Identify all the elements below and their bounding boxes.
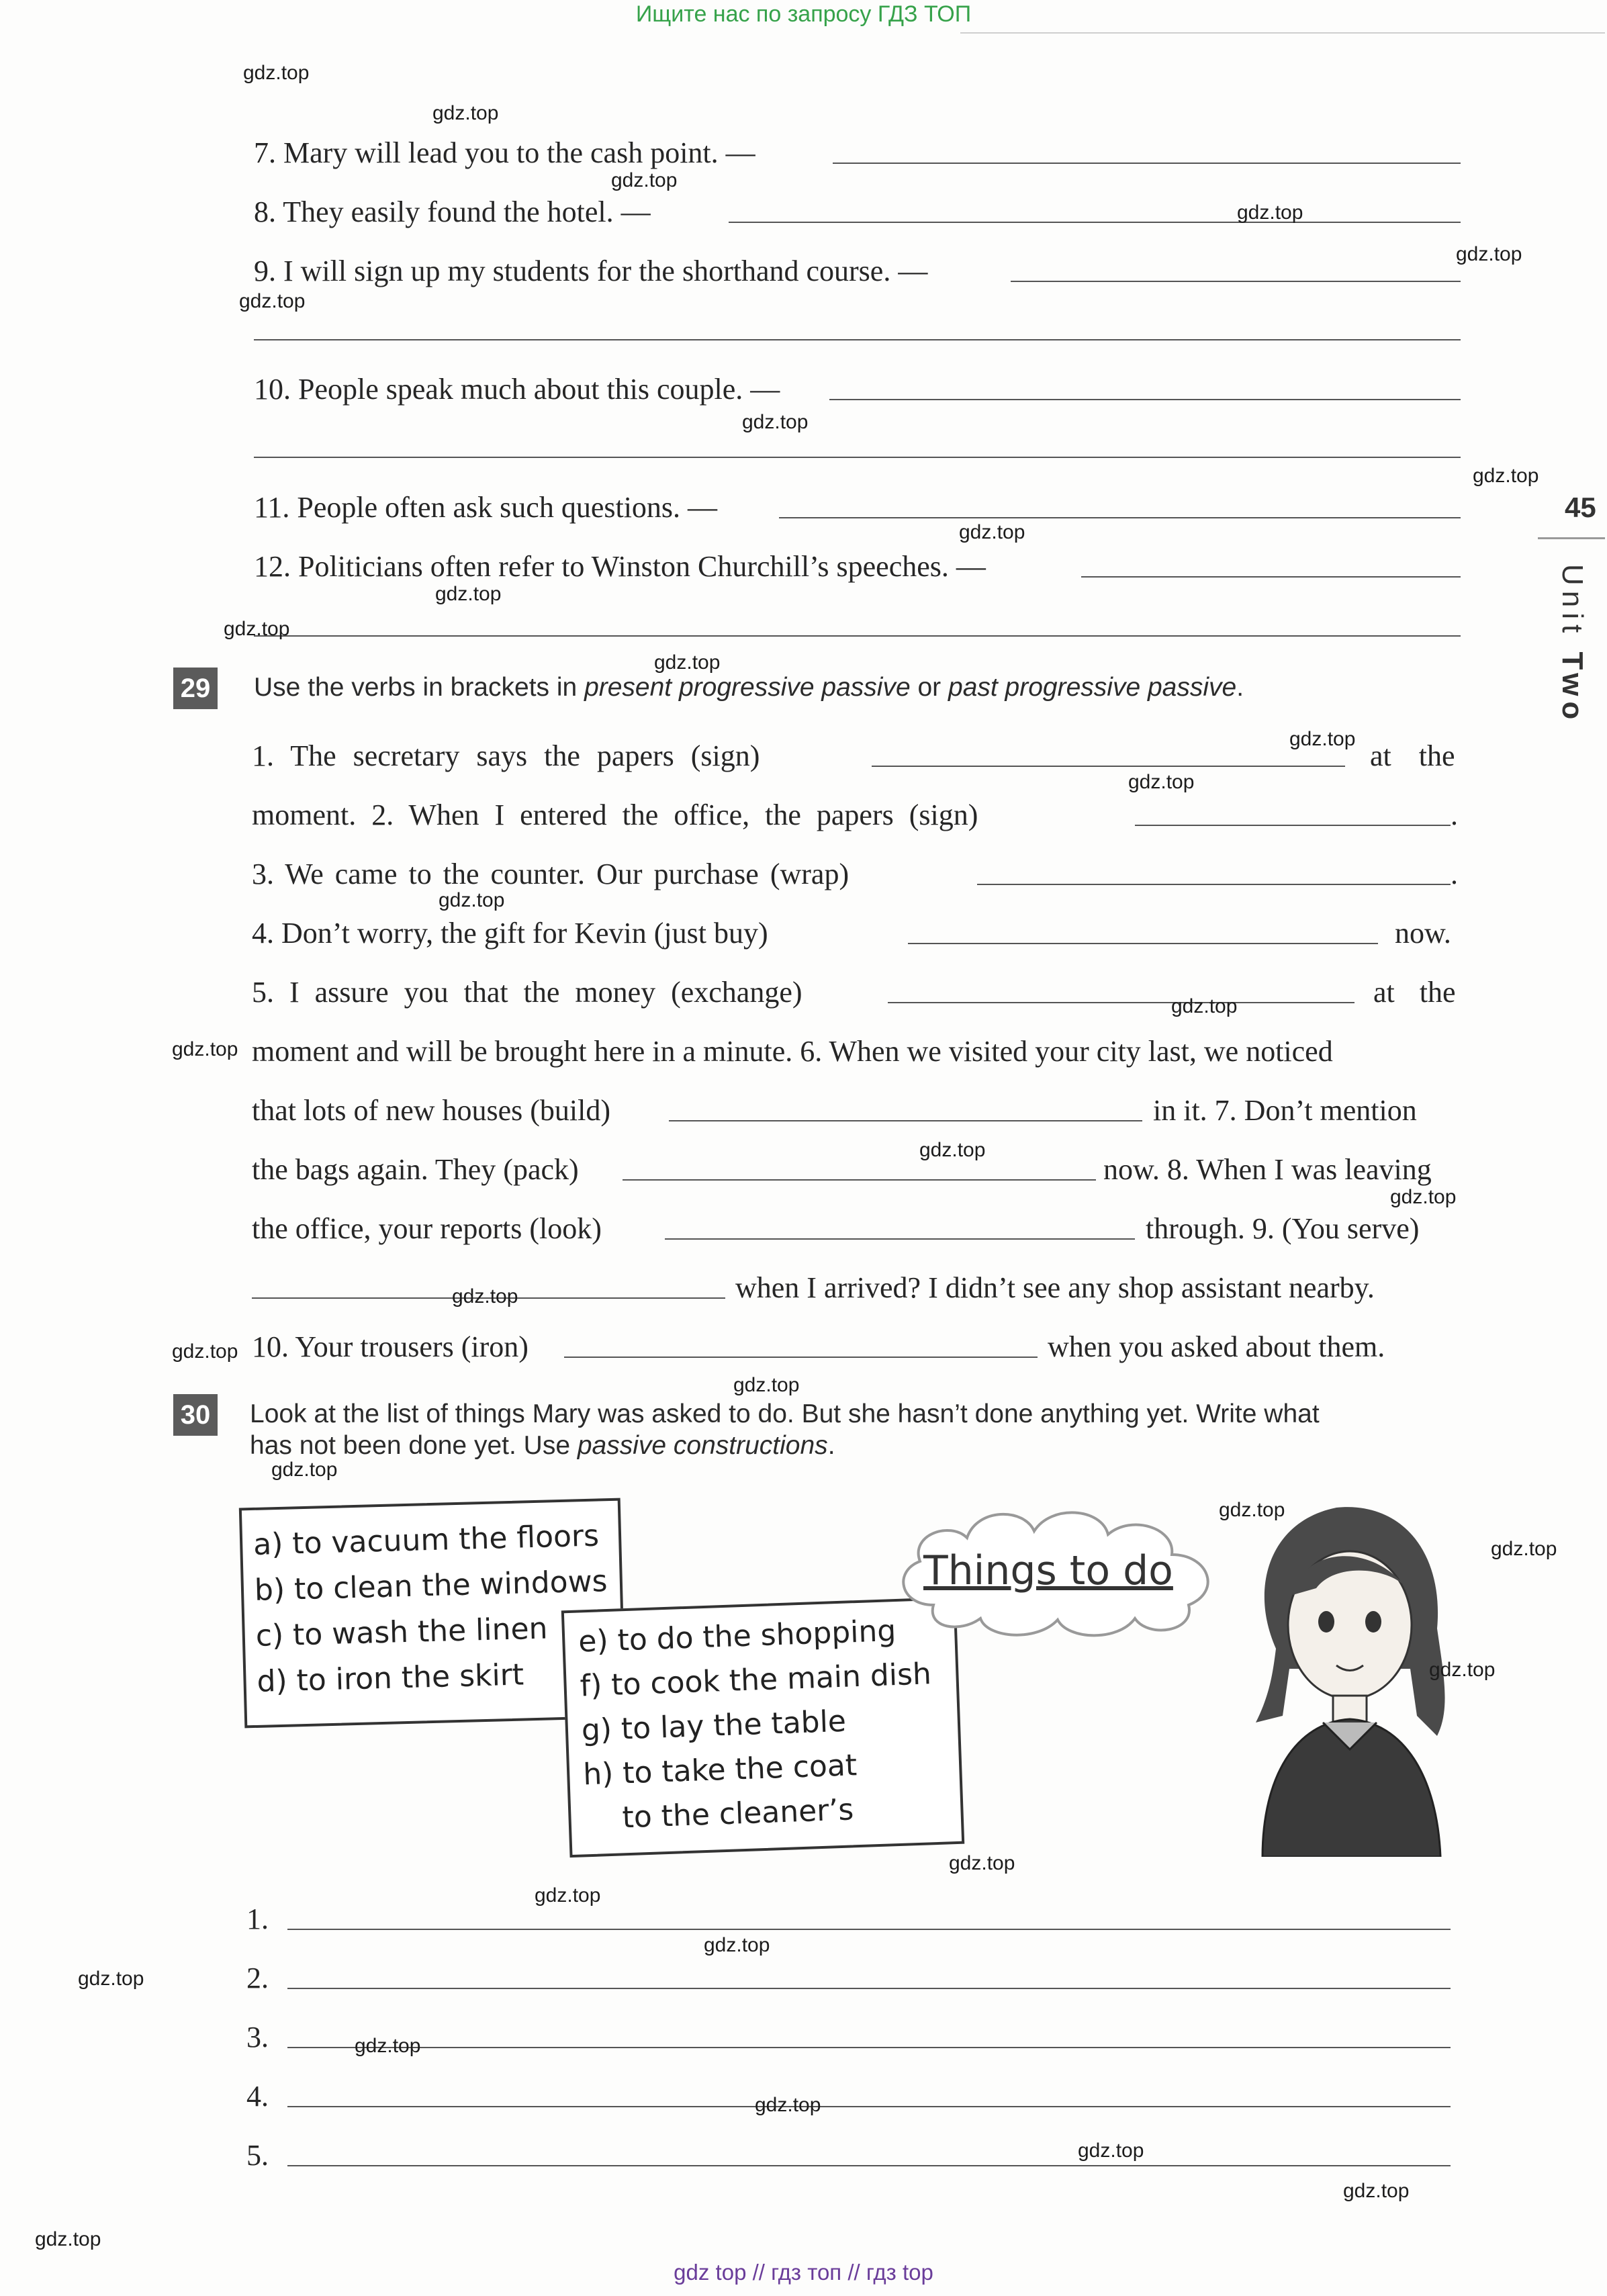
- watermark: gdz.top: [35, 2228, 101, 2250]
- instruction-part: .: [1236, 673, 1244, 702]
- task-item: f) to cook the main dish: [579, 1657, 932, 1704]
- ex29-text: when you asked about them.: [1048, 1330, 1385, 1363]
- things-to-do-cloud: [886, 1491, 1236, 1645]
- watermark: gdz.top: [1390, 1186, 1457, 1208]
- cloud-title: Things to do: [923, 1547, 1173, 1594]
- watermark: gdz.top: [1237, 201, 1303, 224]
- watermark: gdz.top: [1078, 2140, 1144, 2162]
- watermark: gdz.top: [704, 1934, 770, 1956]
- ex28-item-9: 9. I will sign up my students for the shorthand course. —: [254, 255, 928, 287]
- watermark: gdz.top: [78, 1968, 144, 1990]
- ex29-text: the office, your reports (look): [252, 1212, 602, 1245]
- watermark: gdz.top: [1289, 728, 1356, 750]
- ex28-item-8: 8. They easily found the hotel. —: [254, 195, 651, 228]
- instruction-part: .: [827, 1431, 835, 1460]
- ex29-text: at the: [1370, 739, 1455, 772]
- promo-text[interactable]: Ищите нас по запросу ГДЗ ТОП: [635, 1, 972, 27]
- answer-line[interactable]: [254, 457, 1461, 458]
- watermark: gdz.top: [243, 62, 310, 84]
- ex29-text: that lots of new houses (build): [252, 1094, 611, 1127]
- watermark: gdz.top: [949, 1852, 1015, 1874]
- answer-number: 1.: [246, 1902, 269, 1935]
- watermark: gdz.top: [535, 1884, 601, 1907]
- ex29-text: 3. We came to the counter. Our purchase (wrap): [252, 858, 850, 890]
- ex29-text: through. 9. (You serve): [1146, 1212, 1420, 1245]
- task-item: a) to vacuum the floors: [252, 1518, 600, 1562]
- instruction-emphasis: present progressive passive: [584, 673, 911, 702]
- answer-line[interactable]: [669, 1120, 1142, 1121]
- answer-line[interactable]: [623, 1179, 1096, 1181]
- exercise-30-instruction-line2: [250, 1431, 835, 1461]
- ex29-text: .: [1451, 798, 1458, 831]
- exercise-30-instruction-line1: Look at the list of things Mary was asked to do. But she hasn’t done anything yet. Write what: [250, 1399, 1320, 1428]
- answer-line[interactable]: [287, 2047, 1451, 2048]
- footer-links[interactable]: gdz top // гдз топ // гдз top: [674, 2260, 933, 2285]
- answer-line[interactable]: [254, 339, 1461, 340]
- ex29-text: in it. 7. Don’t mention: [1153, 1094, 1417, 1127]
- watermark: gdz.top: [432, 102, 499, 124]
- watermark: gdz.top: [919, 1139, 986, 1161]
- watermark: gdz.top: [435, 583, 502, 605]
- watermark: gdz.top: [1343, 2180, 1410, 2202]
- answer-number: 2.: [246, 1962, 269, 1994]
- unit-word: Unit: [1556, 564, 1589, 639]
- watermark: gdz.top: [172, 1038, 238, 1060]
- answer-number: 4.: [246, 2080, 269, 2113]
- unit-number: Two: [1556, 651, 1589, 725]
- answer-line[interactable]: [1011, 281, 1461, 282]
- instruction-part: or: [910, 673, 948, 702]
- task-item: b) to clean the windows: [254, 1564, 608, 1608]
- ex29-text: when I arrived? I didn’t see any shop assistant nearby.: [735, 1271, 1375, 1304]
- answer-line[interactable]: [287, 1929, 1451, 1930]
- ex29-text: at the: [1373, 976, 1456, 1009]
- ex28-item-12: 12. Politicians often refer to Winston Churchill’s speeches. —: [254, 550, 986, 583]
- watermark: gdz.top: [172, 1340, 238, 1363]
- ex29-text: 1. The secretary says the papers (sign): [252, 739, 760, 772]
- answer-line[interactable]: [1135, 825, 1451, 826]
- task-item: d) to iron the skirt: [256, 1657, 524, 1699]
- watermark: gdz.top: [959, 521, 1025, 543]
- ex29-text: now. 8. When I was leaving: [1103, 1153, 1432, 1186]
- unit-label: [1555, 564, 1589, 725]
- watermark: gdz.top: [654, 651, 721, 674]
- instruction-emphasis: past progressive passive: [948, 673, 1237, 702]
- ex29-text: 4. Don’t worry, the gift for Kevin (just buy): [252, 917, 768, 950]
- watermark: gdz.top: [1171, 995, 1238, 1017]
- promo-divider: [960, 32, 1605, 34]
- instruction-part: has not been done yet. Use: [250, 1431, 578, 1460]
- page-number: 45: [1565, 492, 1596, 523]
- watermark: gdz.top: [239, 290, 306, 312]
- watermark: gdz.top: [1429, 1659, 1496, 1681]
- task-item: c) to wash the linen: [255, 1611, 549, 1653]
- watermark: gdz.top: [1456, 243, 1522, 265]
- ex28-item-7: 7. Mary will lead you to the cash point. —: [254, 136, 755, 169]
- ex29-text: the bags again. They (pack): [252, 1153, 579, 1186]
- task-item: g) to lay the table: [581, 1704, 847, 1748]
- watermark: gdz.top: [1491, 1538, 1557, 1560]
- watermark: gdz.top: [452, 1285, 518, 1307]
- instruction-emphasis: passive constructions: [577, 1431, 828, 1460]
- watermark: gdz.top: [271, 1459, 338, 1481]
- exercise-29-number: 29: [173, 668, 218, 709]
- answer-line[interactable]: [1081, 576, 1461, 578]
- answer-line[interactable]: [833, 163, 1461, 164]
- answer-line[interactable]: [287, 2165, 1451, 2166]
- answer-line[interactable]: [977, 884, 1451, 885]
- ex28-item-11: 11. People often ask such questions. —: [254, 491, 718, 524]
- ex29-text: 10. Your trousers (iron): [252, 1330, 529, 1363]
- watermark: gdz.top: [355, 2035, 421, 2057]
- answer-line[interactable]: [908, 943, 1378, 944]
- watermark: gdz.top: [755, 2094, 821, 2116]
- answer-line[interactable]: [254, 635, 1461, 637]
- instruction-part: Use the verbs in brackets in: [254, 673, 585, 702]
- watermark: gdz.top: [224, 618, 290, 640]
- answer-number: 5.: [246, 2139, 269, 2172]
- ex29-text: now.: [1395, 917, 1451, 950]
- answer-line[interactable]: [829, 399, 1461, 400]
- answer-line[interactable]: [779, 517, 1461, 518]
- ex28-item-10: 10. People speak much about this couple. —: [254, 373, 780, 406]
- answer-line[interactable]: [287, 1988, 1451, 1989]
- watermark: gdz.top: [1473, 465, 1539, 487]
- watermark: gdz.top: [611, 169, 678, 191]
- watermark: gdz.top: [1128, 771, 1195, 793]
- ex29-text: moment. 2. When I entered the office, the papers (sign): [252, 798, 978, 831]
- side-divider: [1538, 537, 1605, 539]
- exercise-29-instruction: [254, 673, 1244, 702]
- answer-line[interactable]: [665, 1238, 1135, 1240]
- promo-bar: [0, 0, 1607, 35]
- task-item: e) to do the shopping: [578, 1614, 897, 1659]
- ex29-text: moment and will be brought here in a minute. 6. When we visited your city last, we noticed: [252, 1035, 1333, 1068]
- answer-line[interactable]: [564, 1357, 1038, 1358]
- watermark: gdz.top: [1219, 1499, 1285, 1521]
- ex29-text: 5. I assure you that the money (exchange): [252, 976, 802, 1009]
- answer-line[interactable]: [872, 766, 1345, 767]
- watermark: gdz.top: [742, 411, 809, 433]
- answer-line[interactable]: [287, 2106, 1451, 2107]
- watermark: gdz.top: [439, 889, 505, 911]
- task-item: to the cleaner’s: [621, 1792, 855, 1835]
- answer-line[interactable]: [888, 1002, 1355, 1003]
- ex29-text: .: [1451, 858, 1458, 890]
- answer-number: 3.: [246, 2021, 269, 2054]
- task-item: h) to take the coat: [582, 1748, 858, 1792]
- answer-line[interactable]: [729, 222, 1461, 223]
- exercise-30-number: 30: [173, 1394, 218, 1436]
- watermark: gdz.top: [733, 1374, 800, 1396]
